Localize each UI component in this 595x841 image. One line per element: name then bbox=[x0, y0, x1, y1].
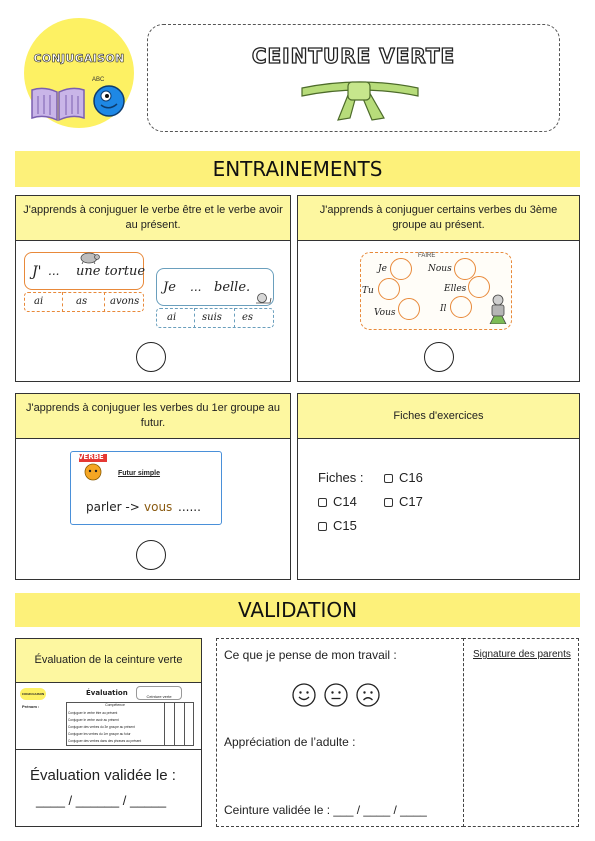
knight-icon bbox=[488, 294, 508, 324]
validation-circle[interactable] bbox=[136, 540, 166, 570]
option-divider bbox=[194, 308, 195, 328]
evaluation-thumbnail bbox=[20, 686, 198, 746]
checkbox-icon bbox=[384, 474, 393, 483]
checkbox-icon bbox=[384, 498, 393, 507]
pronoun-vous: Vous bbox=[374, 308, 396, 318]
thumb-prenom: Prénom : bbox=[22, 704, 40, 709]
fiche-item[interactable]: C17 bbox=[384, 494, 423, 509]
card-title: Évaluation de la ceinture verte bbox=[16, 639, 201, 683]
thumb-col bbox=[184, 702, 185, 746]
answer-circle bbox=[378, 278, 400, 300]
thumb-row: Conjuguer des verbes dans des phrases au présent bbox=[68, 739, 142, 743]
answer-circle bbox=[450, 296, 472, 318]
evaluation-date[interactable]: ____ / ______ / _____ bbox=[36, 793, 167, 808]
signature-box bbox=[463, 638, 579, 827]
tortoise-icon bbox=[78, 248, 100, 264]
pronoun-nous: Nous bbox=[428, 264, 452, 274]
logo-text: CONJUGAISON bbox=[33, 52, 125, 65]
smiley-happy-icon[interactable] bbox=[292, 683, 316, 707]
card-fiches bbox=[297, 393, 580, 580]
page-title: CEINTURE VERTE bbox=[251, 44, 456, 68]
option-b-3: es bbox=[242, 312, 254, 323]
card-title: Fiches d'exercices bbox=[298, 394, 579, 439]
card-title: J'apprends à conjuguer le verbe être et le verbe avoir au présent. bbox=[16, 196, 290, 241]
option-b-1: ai bbox=[167, 312, 177, 323]
sentence-dots-a: ... bbox=[48, 264, 60, 278]
card-etre-avoir bbox=[15, 195, 291, 382]
pronoun-elles: Elles bbox=[444, 284, 467, 294]
fiche-item[interactable]: C16 bbox=[384, 470, 423, 485]
option-a-1: ai bbox=[34, 296, 44, 307]
verb-badge: VERBE bbox=[78, 453, 104, 461]
sentence-left-a: J' bbox=[32, 264, 42, 280]
evaluation-validated-label: Évaluation validée le : bbox=[30, 767, 176, 784]
thumb-col bbox=[174, 702, 175, 746]
thumb-title: Évaluation bbox=[86, 689, 128, 697]
snail-icon bbox=[254, 292, 272, 304]
pronoun-tu: Tu bbox=[362, 286, 374, 296]
card-futur bbox=[15, 393, 291, 580]
adult-appreciation-label: Appréciation de l’adulte : bbox=[224, 735, 356, 749]
thumb-logo: CONJUGAISON bbox=[20, 688, 46, 700]
card-title: J'apprends à conjuguer les verbes du 1er groupe au futur. bbox=[16, 394, 290, 439]
sentence-right-a: une tortue bbox=[76, 264, 146, 279]
thumb-row: Conjuguer les verbes du 1er groupe au futur bbox=[68, 732, 131, 736]
green-belt-icon bbox=[300, 74, 420, 124]
self-evaluation-box bbox=[216, 638, 464, 827]
validation-circle[interactable] bbox=[136, 342, 166, 372]
self-eval-label: Ce que je pense de mon travail : bbox=[224, 648, 397, 662]
fiche-item[interactable]: C14 bbox=[318, 494, 357, 509]
example-pronoun: vous bbox=[144, 500, 173, 514]
card-title: J'apprends à conjuguer certains verbes du 3ème groupe au présent. bbox=[298, 196, 579, 241]
belt-validated-label[interactable]: Ceinture validée le : ___ / ____ / ____ bbox=[224, 803, 427, 817]
divider bbox=[16, 749, 201, 750]
sentence-dots-b: ... bbox=[190, 280, 202, 294]
section-heading-entrainements: ENTRAINEMENTS bbox=[15, 151, 580, 187]
thumb-row: Conjuguer le verbe être au présent bbox=[68, 711, 118, 715]
thumb-subtitle: Ceinture verte bbox=[136, 686, 182, 700]
smiley-neutral-icon[interactable] bbox=[324, 683, 348, 707]
pronoun-je: Je bbox=[378, 264, 387, 274]
logo-small-text: ABC bbox=[92, 77, 105, 83]
option-divider bbox=[62, 292, 63, 312]
sentence-right-b: belle. bbox=[214, 280, 251, 295]
option-divider bbox=[104, 292, 105, 312]
checkbox-icon bbox=[318, 498, 327, 507]
thumb-row: Conjuguer le verbe avoir au présent bbox=[68, 718, 119, 722]
card-3e-groupe bbox=[297, 195, 580, 382]
option-a-2: as bbox=[76, 296, 88, 307]
fiches-label: Fiches : bbox=[318, 470, 364, 485]
example-dots: ...... bbox=[178, 500, 201, 514]
option-b-2: suis bbox=[202, 312, 222, 323]
answer-circle bbox=[390, 258, 412, 280]
card-evaluation bbox=[15, 638, 202, 827]
example-verb: parler -> bbox=[86, 500, 140, 514]
blue-ball-character-icon bbox=[92, 84, 126, 118]
section-heading-validation: VALIDATION bbox=[15, 593, 580, 627]
option-divider bbox=[234, 308, 235, 328]
validation-circle[interactable] bbox=[424, 342, 454, 372]
thumb-row: Conjuguer des verbes du 3e groupe au présent bbox=[68, 725, 135, 729]
smiley-sad-icon[interactable] bbox=[356, 683, 380, 707]
tense-label: Futur simple bbox=[118, 470, 161, 477]
option-a-3: avons bbox=[110, 296, 140, 307]
sentence-left-b: Je bbox=[163, 280, 176, 295]
signature-label: Signature des parents bbox=[473, 649, 571, 660]
thumb-col bbox=[164, 702, 165, 746]
verb-label: FAIRE bbox=[418, 253, 436, 259]
pronoun-il: Il bbox=[440, 304, 447, 314]
answer-circle bbox=[468, 276, 490, 298]
thumb-table-header: Compétence bbox=[105, 703, 125, 707]
answer-circle bbox=[398, 298, 420, 320]
book-icon bbox=[30, 84, 86, 122]
checkbox-icon bbox=[318, 522, 327, 531]
fiche-item[interactable]: C15 bbox=[318, 518, 357, 533]
